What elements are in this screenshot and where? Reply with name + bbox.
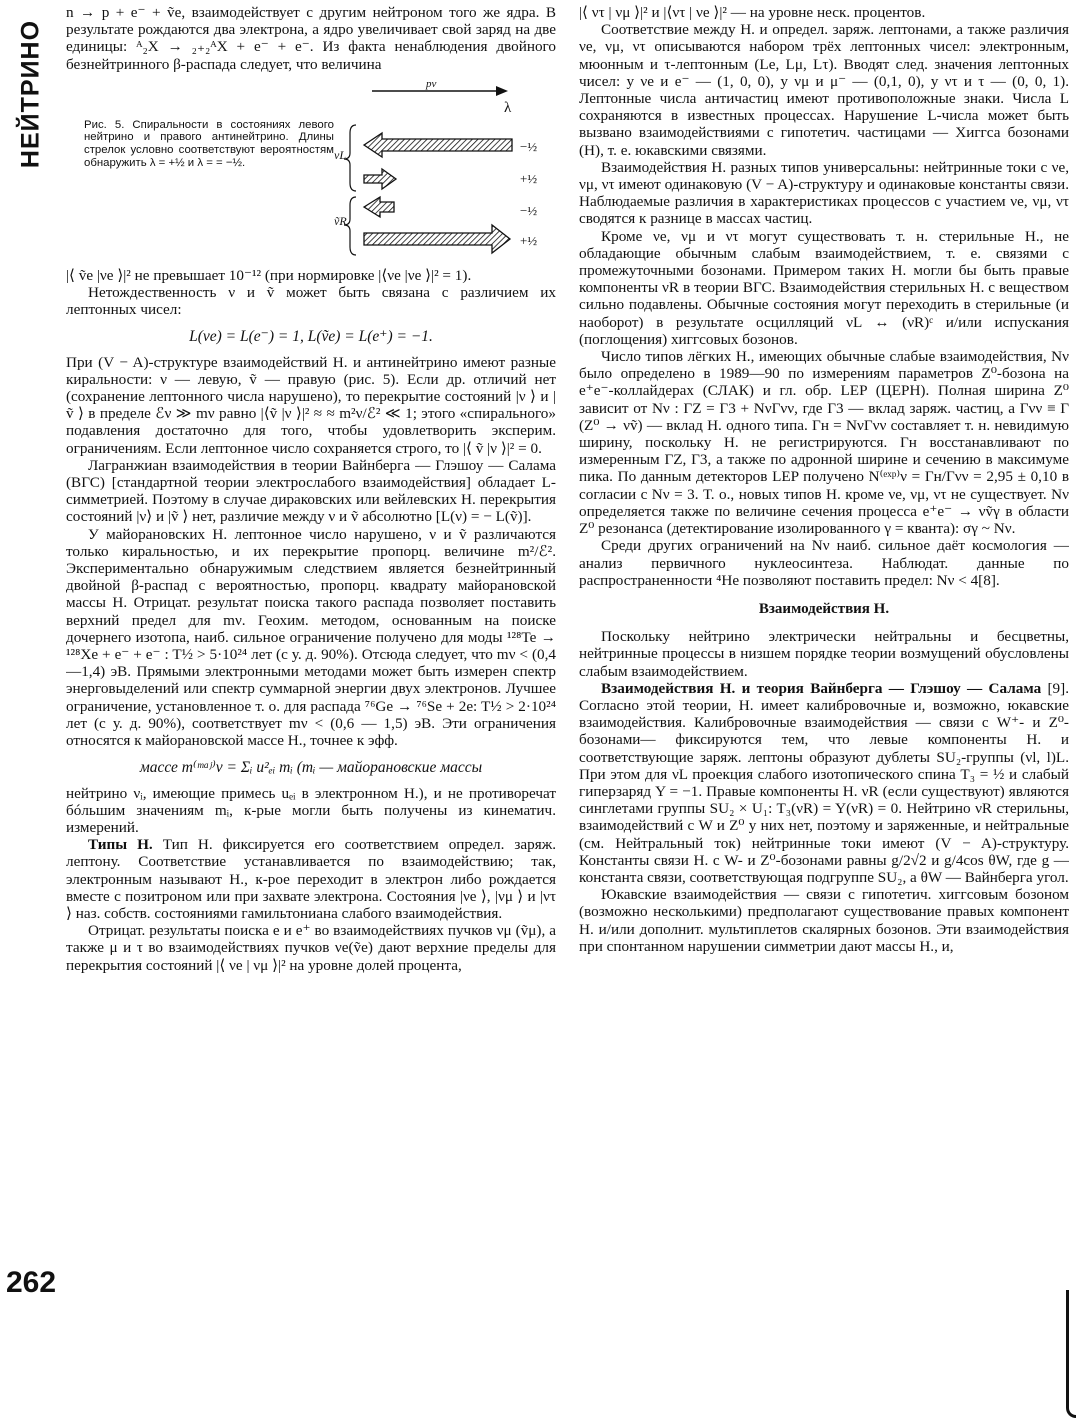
- running-head-text: НЕЙТРИНО: [16, 19, 45, 169]
- formula-majorana-mass: массе m⁽ᵐᵃʲ⁾ν = Σᵢ u²ₑᵢ mᵢ (mᵢ — майорановские массы: [139, 759, 483, 777]
- left-column: [66, 4, 556, 1304]
- paragraph: Лагранжиан взаимодействия в теории Вайнберга — Глэшоу — Салама (ВГС) [стандартной теории электрослабого взаимодействия] обладает L-симметрией. Поэтому в случае дираковских или вейлевских Н. перекрытия состояний |ν⟩ и |ṽ ⟩ нет, различие между ν и ṽ абсолютно [L(ν) = − L(ṽ)].: [66, 456, 556, 526]
- page-number: 262: [6, 1266, 57, 1299]
- paragraph: [579, 680, 1069, 886]
- paragraph: |⟨ ντ | νμ ⟩|² и |⟨ντ | νe ⟩|² — на уровне неск. процентов.: [579, 4, 926, 21]
- paragraph: [66, 836, 556, 922]
- momentum-label: pν: [426, 78, 437, 90]
- lambda-label: λ: [504, 99, 512, 116]
- paragraph: Соответствие между Н. и определ. заряж. лептонами, а также различия νe, νμ, ντ описываются набором трёх лептонных чисел: электронным, мюонным и τ-лептонным (Le, Lμ, Lτ). Вводят след. значения лептонных чисел: у νe и e⁻ — (1, 0, 0), у νμ и μ⁻ — (0,1, 0), у ντ и τ — (0, 0, 1). Лептонные числа античастиц имеют противоположные знаки. Числа L сохраняются в известных процессах. Нарушение L-числа может быть вызвано взаимодействиями с гипотетич. частицами — Хиггса бозонами (Н), т. е. юкавскими связями.: [579, 21, 1069, 159]
- paragraph: Юкавские взаимодействия — связи с гипотетич. хиггсовым бозоном (возможно несколькими) предполагают существование правых компонент Н. и/или дополнит. мультиплетов скалярных бозонов. Эти взаимодействия при спонтанном нарушении симметрии дают массы Н., и,: [579, 886, 1069, 955]
- paragraph: Нетождественность ν и ṽ может быть связана с различием их лептонных чисел:: [66, 284, 556, 319]
- figure: [66, 79, 556, 257]
- paragraph: Поскольку нейтрино электрически нейтральны и бесцветны, нейтринные процессы в низшем порядке теории возмущений обусловлены слабым взаимодействием.: [579, 628, 1069, 680]
- row1-label: νL: [334, 147, 346, 162]
- long-arrow-right: [364, 225, 510, 253]
- paragraph: n → p + e⁻ + ṽe, взаимодействует с другим нейтроном того же ядра. В результате рождаются два электрона, а ядро увеличивает свой заряд на две единицы: ᴬ₂X → ₂₊₂ᴬX + e⁻ + e⁻. Из факта ненаблюдения двойного безнейтринного β-распада следует, что величина: [66, 4, 556, 73]
- paragraph: У майорановских Н. лептонное число нарушено, ν и ṽ различаются только киральностью, и их перекрытие пропорц. величине m²/ℰ². Экспериментально обнаружимым следствием является безнейтринный двойной β-распад с вероятностью, пропорц. квадрату майорановской массы Н. Отрицат. результат поиска такого распада позволяет поставить верхний предел для mν. Геохим. методом, основанным на поиске дочернего изотопа, наиб. сильное ограничение получено для моды ¹²⁸Te → ¹²⁸Xe + e⁻ + e⁻ : T½ > 5·10²⁴ лет (с у. д. 90%). Отсюда следует, что mν < (0,4—1,4) эВ. Прямыми электронными методами может быть измерен спектр энерговыделений или спектр суммарной энергии двух электронов. Лучшее ограничение, установленное т. о. для распада ⁷⁶Ge → ⁷⁶Se + 2e: T½ > 2·10²⁴ лет (с у. д. 90%), соответствует mν < (0,6 — 1,5) эВ. Эти ограничения относятся к майорановской массе Н., точнее к эфф.: [66, 525, 556, 750]
- section-heading: Взаимодействия Н.: [758, 600, 890, 617]
- row1-value-plus: +½: [520, 170, 538, 186]
- paragraph: |⟨ ṽe |νe ⟩|² не превышает 10⁻¹² (при нормировке |⟨νe |νe ⟩|² = 1).: [66, 266, 472, 284]
- row2-value-minus: −½: [520, 202, 538, 218]
- right-column: [579, 4, 1069, 1304]
- paragraph: Взаимодействия Н. разных типов универсальны: нейтринные токи с νe, νμ, ντ имеют одинаковую (V − A)-структуру и одинаковые константы связи. Наблюдаемые различия в характеристиках процессов с участием νe, νμ, ντ сводятся к разнице в массах частиц.: [579, 158, 1069, 228]
- helicity-diagram: [334, 79, 556, 257]
- formula-lepton-numbers: L(νe) = L(e⁻) = 1, L(ṽe) = L(e⁺) = −1.: [189, 328, 433, 346]
- row1-value-minus: −½: [520, 138, 538, 154]
- short-arrow-right: [364, 169, 396, 189]
- paragraph: Среди других ограничений на Nν наиб. сильное даёт космология — анализ первичного нуклеосинтеза. Наблюдат. данные по распространенности ⁴He позволяют поставить предел: Nν < 4[8].: [579, 537, 1069, 589]
- paragraph: Число типов лёгких Н., имеющих обычные слабые взаимодействия, Nν было определено в 1989—90 по измерениям параметров Z⁰-бозона на e⁺e⁻-коллайдерах (СЛАК) и гл. обр. LEP (ЦЕРН). Полная ширина Z⁰ зависит от Nν : ΓZ = Γ3 + NνΓνν, где Γ3 — вклад заряж. частиц, а Γνν ≡ Γ (Z⁰ → νṽ) — вклад Н. одного типа. Γн = NνΓνν составляет т. н. невидимую ширину, поскольку Н. не регистрируются. Γн восстанавливают по измеренным ΓZ, Γ3, а также по адронной ширине и сечению в максимуме пика. По данным детекторов LEP получено N⁽ᵉˣᵖ⁾ν = Γн/Γνν = 2,95 ± 0,10 в согласии с Nν = 3. Т. о., новых типов Н. кроме νe, νμ, ντ не существует. Nν определяется также по величине сечения процесса e⁺e⁻ → νṽγ в области Z⁰ резонанса (детектирование изолированного γ = кванта): σγ ~ Nν.: [579, 348, 1069, 538]
- row2-label: ṽR: [334, 213, 347, 228]
- page-corner-mark: [1066, 1290, 1076, 1418]
- short-arrow-left: [364, 197, 394, 217]
- run-in-heading: Типы Н.: [88, 836, 153, 854]
- paragraph: Кроме νe, νμ и ντ могут существовать т. н. стерильные Н., не обладающие обычным слабым взаимодействием, т. е. связями с промежуточными бозонами. Примером таких Н. могли бы быть правые компоненты νR в теории ВГС. Взаимодействия стерильных Н. с веществом сильно подавлены. Обычные состояния могут переходить в стерильные (и наоборот) в результате осцилляций νL ↔ (νR)ᶜ и/или испускания (поглощения) хиггсовых бозонов.: [579, 227, 1069, 348]
- paragraph-text: Тип Н. фиксируется его соответствием определ. заряж. лептону. Соответствие устанавливается по взаимодействию; так, электронным называют Н., к-рое переходит в электрон либо рождается вместе с позитроном или при захвате электрона. Состояния |νe ⟩, |νμ ⟩ и |ντ ⟩ наз. собств. состояниями гамильтониана слабого взаимодействия.: [66, 836, 556, 922]
- paragraph-text: [9]. Согласно этой теории, Н. имеет калибровочные и, возможно, юкавские взаимодействия. Калибровочные взаимодействия — связи с W⁺- и Z⁰-бозонами— фиксируются тем, что левые компоненты Н. и соответствующие заряж. лептоны образуют дублеты SU₂-группы (νl, l)L. При этом для νL проекция слабого изотопического спина T₃ = ½ и слабый гиперзаряд Y = −1. Правые компоненты Н. νR (если существуют) являются синглетами группы SU₂ × U₁: T₃(νR) = Y(νR) = 0. Нейтрино νR стерильны, взаимодействий с W и Z⁰ у них нет, поэтому и заряженные, и нейтральные (см. Нейтральный ток) нейтринные токи имеют (V − A)-структуру. Константы связи Н. с W- и Z⁰-бозонами равны g/2√2 и g/4cos θW, где g — константа связи, соответствующая подгруппе SU₂, а θW — Вайнберга угол.: [579, 679, 1069, 886]
- paragraph: Отрицат. результаты поиска e и e⁺ во взаимодействиях пучков νμ (ṽμ), а также μ и τ во взаимодействиях пучков νe(ṽe) дают верхние пределы для перекрытия состояний |⟨ νe | νμ ⟩|² на уровне долей процента,: [66, 922, 556, 974]
- paragraph: нейтрино νᵢ, имеющие примесь uₑᵢ в электронном Н.), и не противоречат бóльшим значениям mᵢ, к-рые могли быть получены из кинематич. измерений.: [66, 784, 556, 836]
- figure-caption: Рис. 5. Спиральности в состояниях левого нейтрино и правого антинейтрино. Длины стрелок условно соответствуют вероятностям обнаружить λ = +½ и λ = = −½.: [84, 118, 334, 169]
- row2-value-plus: +½: [520, 232, 538, 248]
- running-head: [8, 14, 54, 174]
- run-in-heading: Взаимодействия Н. и теория Вайнберга — Глэшоу — Салама: [601, 679, 1042, 697]
- momentum-arrowhead: [496, 86, 508, 96]
- long-arrow-left: [364, 133, 512, 157]
- paragraph: При (V − A)-структуре взаимодействий Н. и антинейтрино имеют разные киральности: ν — левую, ṽ — правую (рис. 5). Если др. отличий нет (сохранение лептонного числа нарушено), то перекрытие состояний |ν ⟩ и |ṽ ⟩ в пределе ℰν ≫ mν равно |⟨ṽ |ν ⟩|² ≈ ≈ m²ν/ℰ² ≪ 1; этого «спирального» подавления достаточно для того, чтобы удовлетворить эксперим. ограничениям. Если лептонное число сохраняется строго, то |⟨ ṽ |ν ⟩|² = 0.: [66, 353, 556, 457]
